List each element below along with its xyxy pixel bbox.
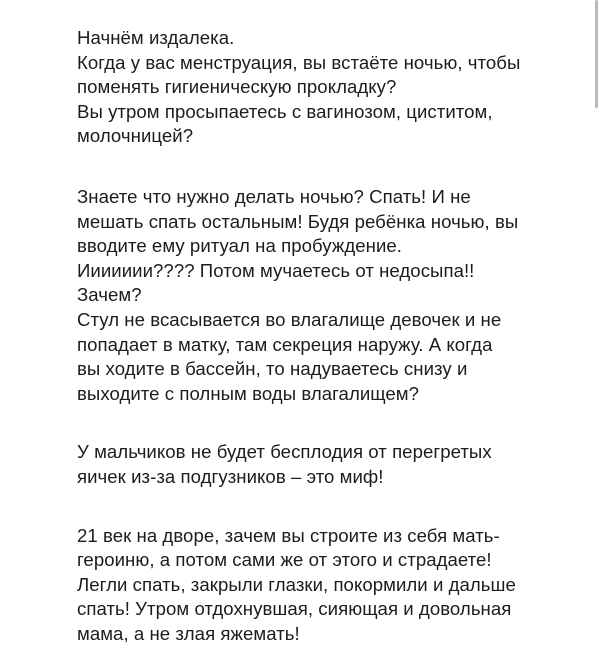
paragraph-boys [77,440,587,489]
text-line: Когда у вас менструация, вы встаёте ночью, чтобы [77,51,587,76]
text-line: выходите с полным воды влагалищем? [77,382,587,407]
paragraph-spacer [77,149,587,185]
text-line: яичек из-за подгузников – это миф! [77,465,587,490]
paragraph-intro [77,26,587,149]
text-line: мама, а не злая яжемать! [77,622,587,646]
text-line: Знаете что нужно делать ночью? Спать! И не [77,185,587,210]
text-line: героиню, а потом сами же от этого и страдаете! [77,548,587,573]
text-line: спать! Утром отдохнувшая, сияющая и довольная [77,597,587,622]
text-line: У мальчиков не будет бесплодия от перегретых [77,440,587,465]
scrollbar[interactable] [595,0,598,108]
text-line: Зачем? [77,283,587,308]
text-line: попадает в матку, там секреция наружу. А когда [77,333,587,358]
text-line: вводите ему ритуал на пробуждение. [77,234,587,259]
paragraph-spacer [77,406,587,440]
text-line: вы ходите в бассейн, то надуваетесь снизу и [77,357,587,382]
text-line: 21 век на дворе, зачем вы строите из себя мать- [77,524,587,549]
text-line: Вы утром просыпаетесь с вагинозом, циститом, [77,100,587,125]
paragraph-night [77,185,587,406]
text-line: молочницей? [77,124,587,149]
text-line: Начнём издалека. [77,26,587,51]
text-line: Иииииии???? Потом мучаетесь от недосыпа!! [77,259,587,284]
text-line: Стул не всасывается во влагалище девочек и не [77,308,587,333]
text-line: поменять гигиеническую прокладку? [77,75,587,100]
text-line: мешать спать остальным! Будя ребёнка ночью, вы [77,210,587,235]
paragraph-spacer [77,490,587,524]
post-text [77,26,587,646]
text-line: Легли спать, закрыли глазки, покормили и дальше [77,573,587,598]
